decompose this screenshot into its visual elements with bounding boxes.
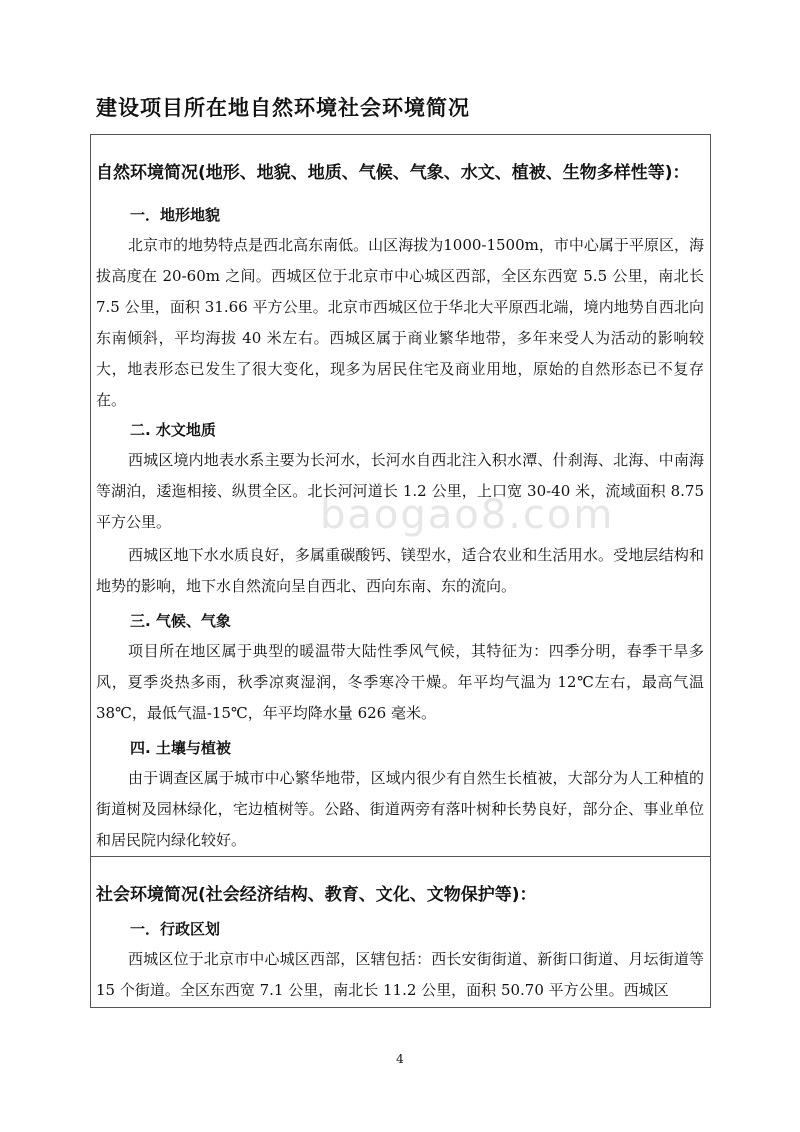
paragraph-soil-vegetation: 由于调查区属于城市中心繁华地带，区域内很少有自然生长植被，大部分为人工种植的街道树及园林绿化，宅边植树等。公路、街道两旁有落叶树种长势良好，部分企、事业单位和居民院内绿化较好。: [96, 769, 704, 849]
section-divider: [90, 856, 711, 857]
page-number: 4: [396, 1052, 404, 1066]
watermark: baogao8.com: [320, 492, 615, 538]
natural-environment-heading: 自然环境简况(地形、地貌、地质、气候、气象、水文、植被、生物多样性等)：: [96, 163, 690, 183]
page-title: 建设项目所在地自然环境社会环境简况: [96, 96, 470, 120]
paragraph-climate: 项目所在地区属于典型的暖温带大陆性季风气候，其特征为：四季分明，春季干旱多风，夏季炎热多雨，秋季凉爽湿润，冬季寒冷干燥。年平均气温为 12℃左右，最高气温 38℃，最低气温-15℃，年平均降水量 626 毫米。: [96, 642, 704, 722]
social-environment-heading: 社会环境简况(社会经济结构、教育、文化、文物保护等)：: [96, 885, 537, 905]
paragraph-groundwater: 西城区地下水水质良好，多属重碳酸钙、镁型水，适合农业和生活用水。受地层结构和地势的影响，地下水自然流向呈自西北、西向东南、东的流向。: [96, 546, 704, 595]
paragraph-administrative-division: 西城区位于北京市中心城区西部，区辖包括：西长安街街道、新街口街道、月坛街道等 15 个街道。全区东西宽 7.1 公里，南北长 11.2 公里，面积 50.70 平方公里。西城区: [96, 950, 704, 999]
paragraph-terrain: 北京市的地势特点是西北高东南低。山区海拔为1000-1500m，市中心属于平原区，海拔高度在 20-60m 之间。西城区位于北京市中心城区西部，全区东西宽 5.5 公里，南北长 7.5 公里，面积 31.66 平方公里。北京市西城区位于华北大平原西北端，境内地势自西北向东南倾斜，平均海拔 40 米左右。西城区属于商业繁华地带，多年来受人为活动的影响较大，地表形态已发生了很大变化，现多为居民住宅及商业用地，原始的自然形态已不复存在。: [96, 236, 704, 409]
subsection-title-terrain: 一．地形地貌: [130, 206, 221, 224]
subsection-title-soil-vegetation: 四. 土壤与植被: [130, 739, 231, 757]
paragraph-surface-water: 西城区境内地表水系主要为长河水，长河水自西北注入积水潭、什刹海、北海、中南海等湖泊，逶迤相接、纵贯全区。北长河河道长 1.2 公里，上口宽 30-40 米，流域面积 8.75 平方公里。: [96, 451, 704, 531]
subsection-title-hydrogeology: 二. 水文地质: [130, 421, 216, 439]
subsection-title-climate: 三. 气候、气象: [130, 612, 231, 630]
subsection-title-administrative-division: 一．行政区划: [130, 920, 221, 938]
